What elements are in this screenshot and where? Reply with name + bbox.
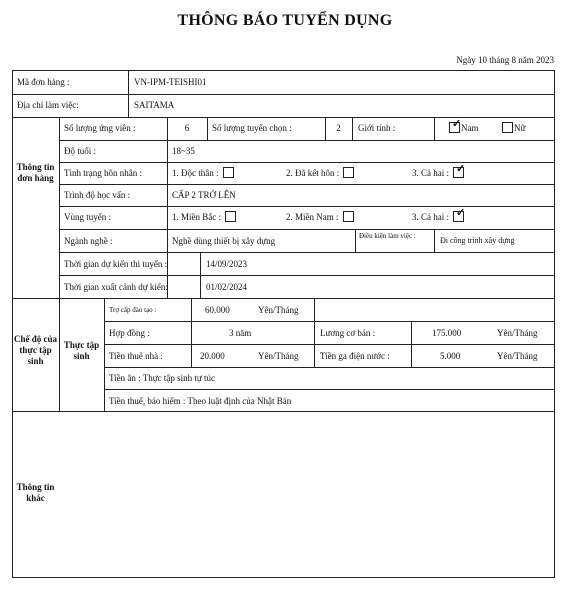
- gender-male-text: Nam: [461, 123, 479, 133]
- education-label: Trình độ học vấn :: [64, 190, 131, 200]
- training-allowance-value: 60.000: [205, 305, 230, 315]
- exam-date-value: 14/09/2023: [206, 259, 248, 269]
- gender-male-option[interactable]: [449, 122, 479, 134]
- job-label: Ngành nghề :: [64, 236, 113, 246]
- document-date: Ngày 10 tháng 8 năm 2023: [456, 55, 554, 65]
- job-value: Nghề dùng thiết bị xây dựng: [172, 236, 276, 246]
- marital-married-text: 2. Đã kết hôn :: [286, 168, 340, 178]
- gender-male-checkbox[interactable]: [449, 122, 460, 133]
- gender-female-option[interactable]: [502, 122, 525, 134]
- departure-date-label: Thời gian xuất cảnh dự kiến:: [64, 282, 168, 292]
- candidates-value: 6: [184, 123, 190, 133]
- base-salary-label: Lương cơ bản :: [320, 328, 376, 338]
- gender-label: Giới tính :: [358, 123, 396, 133]
- region-both-text: 3. Cả hai :: [412, 212, 449, 222]
- utility-label: Tiền ga điện nước :: [320, 351, 390, 361]
- contract-value: 3 năm: [229, 328, 252, 338]
- policy-section-label: Chế độ của thực tập sinh: [13, 334, 57, 366]
- rent-label: Tiền thuê nhà :: [109, 351, 163, 361]
- utility-unit: Yên/Tháng: [497, 351, 538, 361]
- marital-status-label: Tình trạng hôn nhân :: [64, 168, 142, 178]
- age-value: 18~35: [172, 146, 195, 156]
- work-address-value: SAITAMA: [134, 100, 175, 110]
- rent-unit: Yên/Tháng: [258, 351, 299, 361]
- training-allowance-label: Trợ cấp đào tạo :: [109, 306, 157, 314]
- region-both-option[interactable]: [412, 211, 464, 223]
- meal-text: Tiền ăn : Thực tập sinh tự túc: [109, 373, 216, 383]
- gender-female-text: Nữ: [514, 123, 526, 133]
- marital-both-checkbox[interactable]: [453, 167, 464, 178]
- selected-count-label: Số lượng tuyển chọn :: [212, 123, 292, 133]
- work-condition-value: Đi công trình xây dựng: [440, 236, 515, 245]
- region-north-option[interactable]: [172, 211, 236, 223]
- marital-married-checkbox[interactable]: [343, 167, 354, 178]
- work-address-label: Địa chỉ làm việc:: [17, 100, 79, 110]
- tax-insurance-text: Tiền thuế, bảo hiểm : Theo luật định của Nhật Bản: [109, 396, 292, 406]
- marital-both-text: 3. Cả hai :: [412, 168, 449, 178]
- marital-single-option[interactable]: [172, 167, 234, 179]
- region-north-text: 1. Miền Bắc :: [172, 212, 221, 222]
- departure-date-value: 01/02/2024: [206, 282, 248, 292]
- exam-date-label: Thời gian dự kiến thi tuyển :: [64, 259, 168, 269]
- contract-label: Hợp đồng :: [109, 328, 150, 338]
- marital-both-option[interactable]: [412, 167, 464, 179]
- marital-married-option[interactable]: [286, 167, 354, 179]
- other-info-content[interactable]: [65, 418, 549, 572]
- order-code-value: VN-IPM-TEISHI01: [134, 77, 207, 87]
- order-code-label: Mã đơn hàng :: [17, 77, 70, 87]
- gender-female-checkbox[interactable]: [502, 122, 513, 133]
- intern-label: Thực tập sinh: [63, 340, 100, 361]
- selected-count-value: 2: [336, 123, 341, 133]
- marital-single-checkbox[interactable]: [223, 167, 234, 178]
- rent-value: 20.000: [200, 351, 225, 361]
- region-label: Vùng tuyển :: [64, 212, 111, 222]
- region-south-checkbox[interactable]: [343, 211, 354, 222]
- training-allowance-unit: Yên/Tháng: [258, 305, 299, 315]
- region-both-checkbox[interactable]: [453, 211, 464, 222]
- education-value: CẤP 2 TRỞ LÊN: [172, 190, 236, 200]
- utility-value: 5.000: [440, 351, 461, 361]
- base-salary-value: 175.000: [432, 328, 462, 338]
- age-label: Độ tuổi :: [64, 146, 97, 156]
- candidates-label: Số lượng ứng viên :: [64, 123, 136, 133]
- region-north-checkbox[interactable]: [225, 211, 236, 222]
- work-condition-label: Điều kiện làm việc :: [359, 232, 416, 240]
- region-south-text: 2. Miền Nam :: [286, 212, 339, 222]
- region-south-option[interactable]: [286, 211, 354, 223]
- other-info-section-label: Thông tin khác: [16, 482, 55, 503]
- order-info-section-label: Thông tin đơn hàng: [16, 162, 55, 183]
- marital-single-text: 1. Độc thân :: [172, 168, 219, 178]
- page-title: THÔNG BÁO TUYỂN DỤNG: [177, 12, 393, 29]
- base-salary-unit: Yên/Tháng: [497, 328, 538, 338]
